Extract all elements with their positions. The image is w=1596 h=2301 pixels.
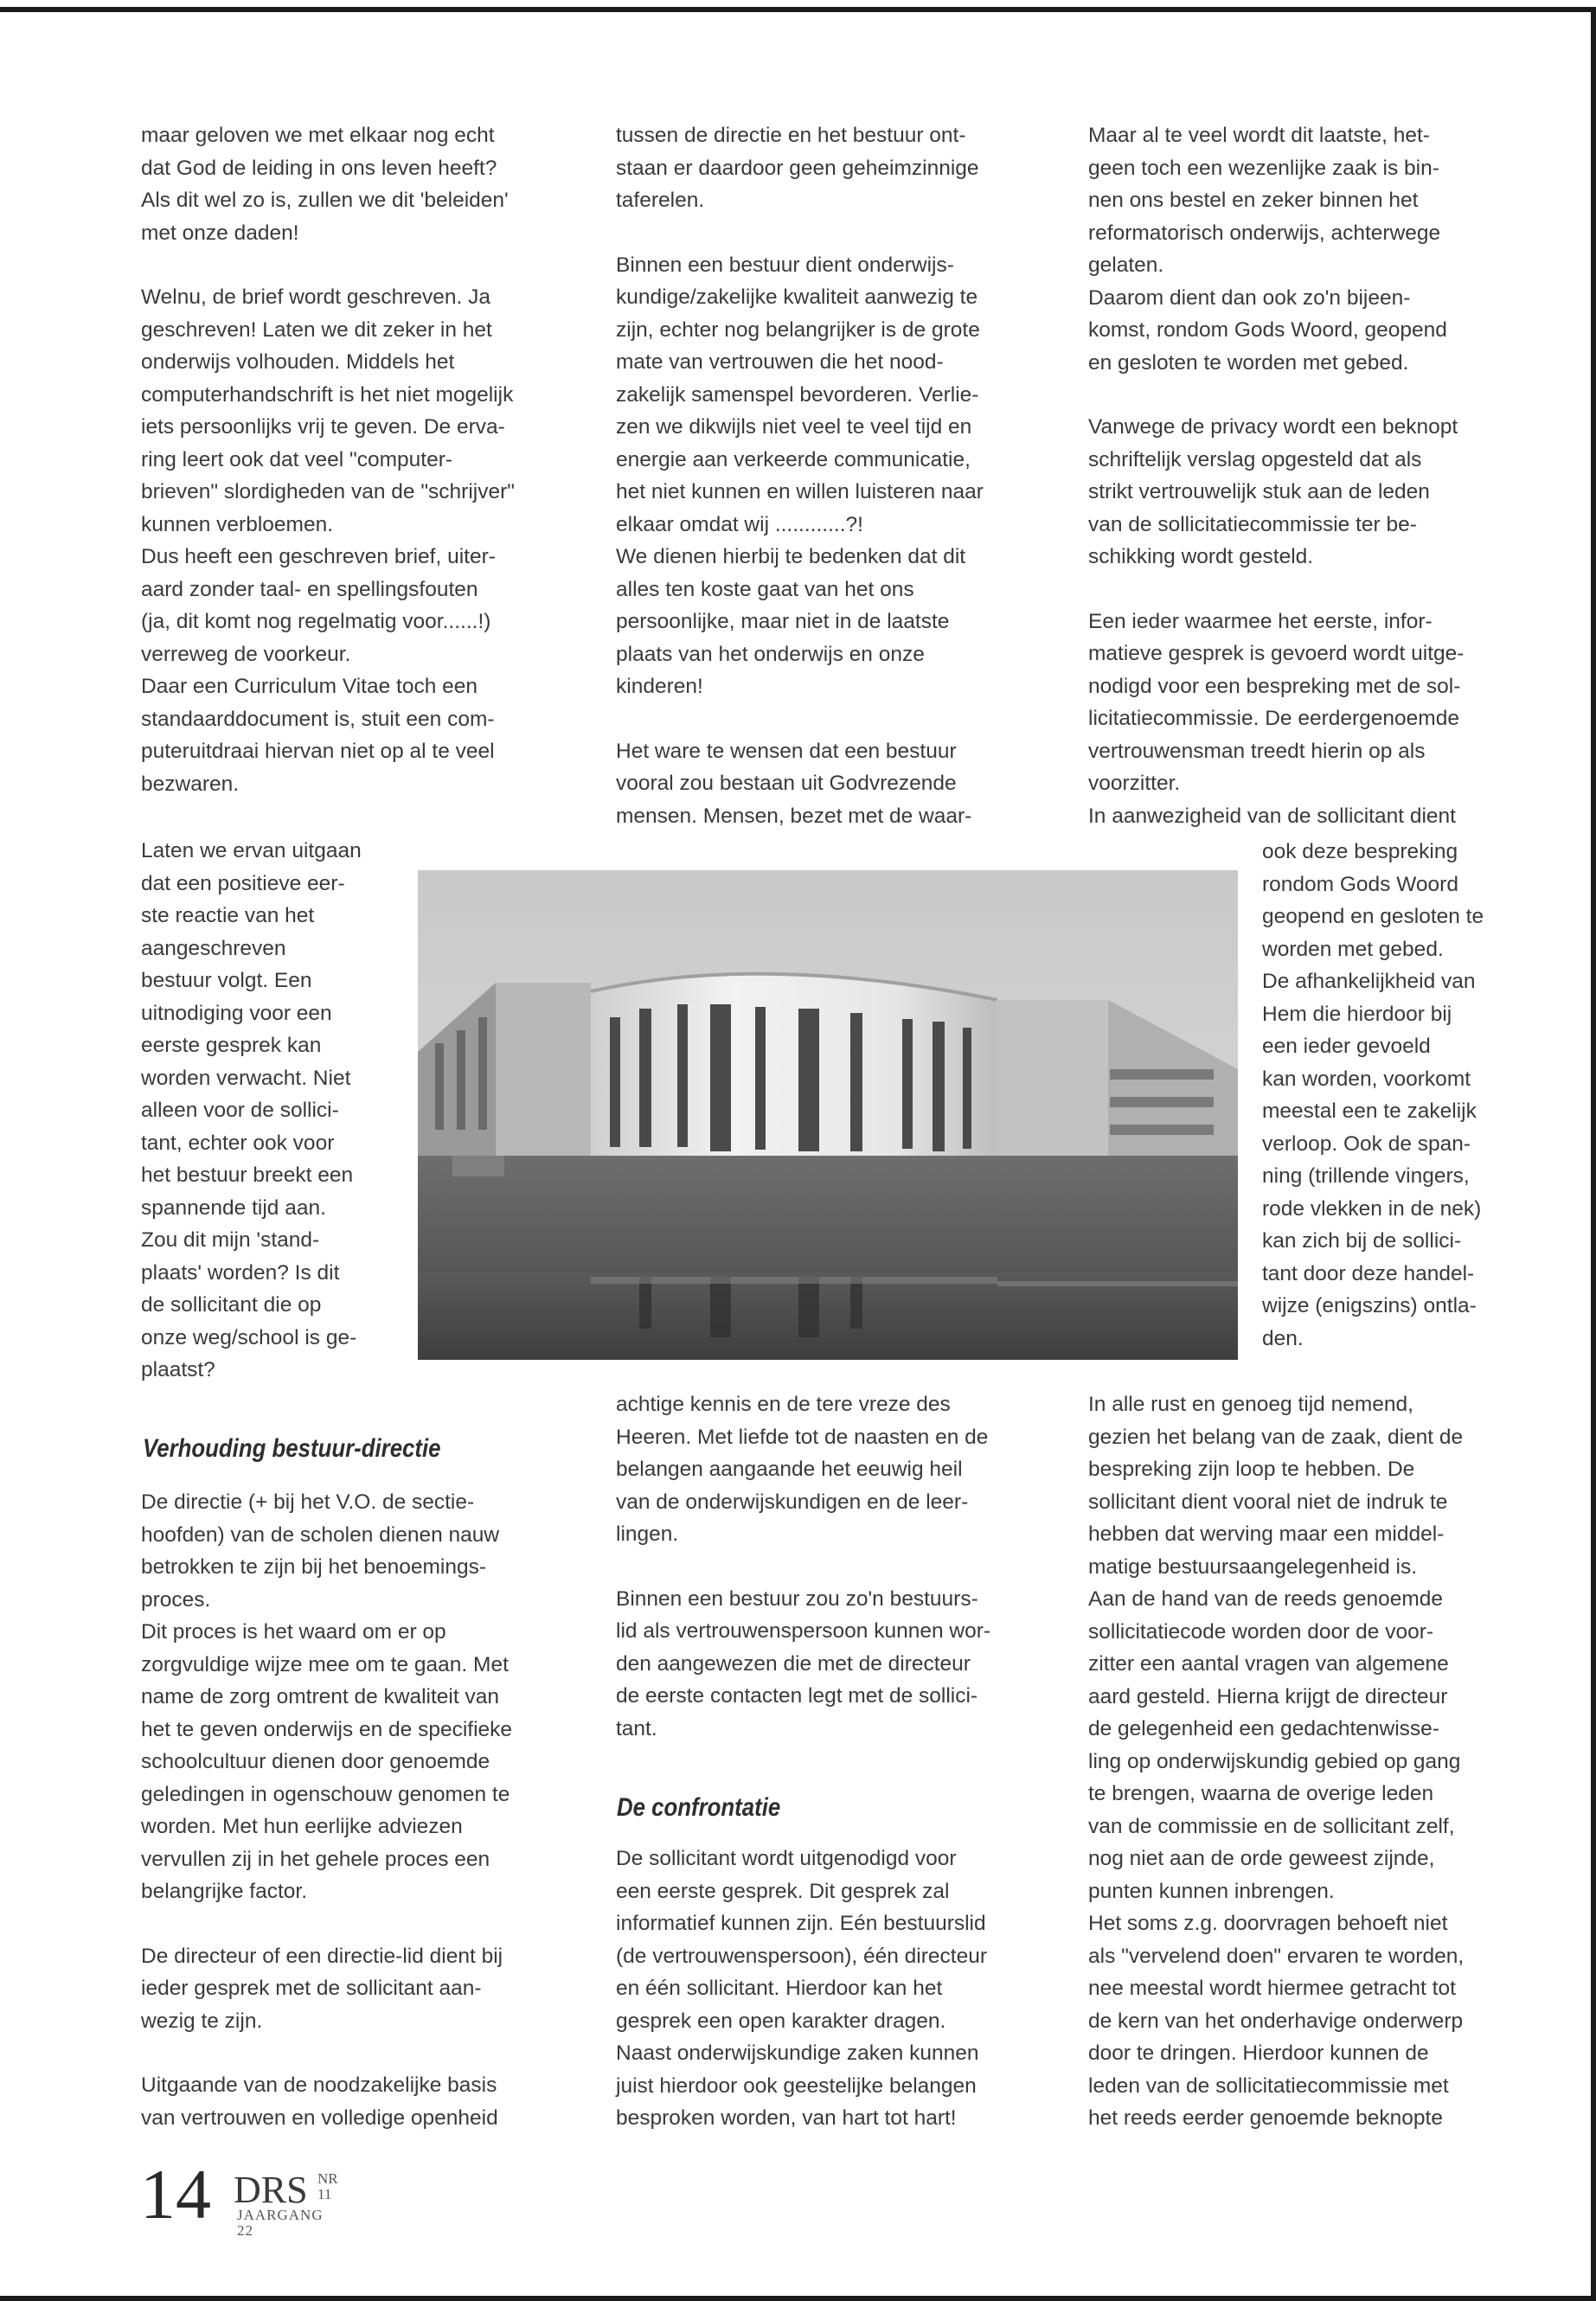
bottom-border [0,2296,1596,2301]
column-1-wrap [141,835,393,1387]
column-1-bottom [141,1486,574,2134]
col3-paragraph-1: Maar al te veel wordt dit laatste, het- geen toch een wezenlijke zaak is bin- nen ons bestel en zeker binnen het reformatorisch onderwijs, achterwege gelaten. Daarom dient dan ook zo'n bijeen- komst, rondom Gods Woord, geopend en gesloten te worden met gebed. [1088,124,1447,375]
magazine-name: DRS [234,2169,308,2211]
top-border [0,7,1596,12]
col2-paragraph-4: achtige kennis en de tere vreze des Heeren. Met liefde tot de naasten en de belangen aangaande het eeuwig heil van de onderwijskundigen en de leer- lingen. [616,1393,989,1546]
col1-paragraph-4: De directie (+ bij het V.O. de sectie- hoofden) van de scholen dienen nauw betrokken te zijn bij het benoemings- proces. Dit proces is het waard om er op zorgvuldige wijze mee om te gaan. Met name de zorg omtrent de kwaliteit van het te geven onderwijs en de specifieke schoolcultuur dienen door genoemde geledingen in ogenschouw genomen te worden. Met hun eerlijke adviezen vervullen zij in het gehele proces een belangrijke factor. [141,1490,513,1903]
volume-number: JAARGANG 22 [237,2207,324,2239]
col3-paragraph-3: Een ieder waarmee het eerste, infor- matieve gesprek is gevoerd wordt uitge- nodigd voor een bespreking met de sol- licitatiecommissie. De eerdergenoemde vertrouwensman treedt hierin op als voorzitter. In aanwezigheid van de sollicitant dient [1088,609,1465,828]
section-heading-bestuur-directie: Verhouding bestuur-directie [143,1434,441,1463]
col1-paragraph-3: Laten we ervan uitgaan dat een positieve eer- ste reactie van het aangeschreven bestuur volgt. Een uitnodiging voor een eerste gesprek kan worden verwacht. Niet alleen voor de sollici- tant, echter ook voor het bestuur breekt een spannende tijd aan. Zou dit mijn 'stand- plaats' worden? Is dit de sollicitant die op onze weg/school is ge- plaatst? [141,839,362,1381]
col1-paragraph-6: Uitgaande van de noodzakelijke basis van vertrouwen en volledige openheid [141,2073,498,2130]
col1-paragraph-2: Welnu, de brief wordt geschreven. Ja geschreven! Laten we dit zeker in het onderwijs volhouden. Middels het computerhandschrift is het niet mogelijk iets persoonlijks vrij te geven. De erva- ring leert ook dat veel "computer- brieven" slordigheden van de "schrijver" kunnen verbloemen. Dus heeft een geschreven brief, uiter- aard zonder taal- en spellingsfouten (ja, dit komt nog regelmatig voor......!) verreweg de voorkeur. Daar een Curriculum Vitae toch een standaarddocument is, stuit een com- puteruitdraai hiervan niet op al te veel bezwaren. [141,285,515,796]
col2-paragraph-2: Binnen een bestuur dient onderwijs- kundige/zakelijke kwaliteit aanwezig te zijn, echter nog belangrijker is de grote mate van vertrouwen die het nood- zakelijk samenspel bevorderen. Verlie- zen we dikwijls niet veel te veel tijd en energie aan verkeerde communicatie, het niet kunnen en willen luisteren naar elkaar omdat wij ............?! We dienen hierbij te bedenken dat dit alles ten koste gaat van het ons persoonlijke, maar niet in de laatste plaats van het onderwijs en onze kinderen! [616,253,984,698]
column-1-top [141,119,574,800]
column-2-top [616,119,1044,832]
right-border [1591,7,1596,2301]
col1-paragraph-5: De directeur of een directie-lid dient bij ieder gesprek met de sollicitant aan- wezig te zijn. [141,1944,503,2033]
col2-paragraph-5: Binnen een bestuur zou zo'n bestuurs- lid als vertrouwenspersoon kunnen wor- den aangewezen die met de directeur de eerste contacten legt met de sollici- tant. [616,1586,991,1740]
col3-paragraph-5: In alle rust en genoeg tijd nemend, gezien het belang van de zaak, dient de bespreking zijn loop te hebben. De sollicitant dient vooral niet de indruk te hebben dat werving maar een middel- matige bestuursaangelegenheid is. Aan de hand van de reeds genoemde sollicitatiecode worden door de voor- zitter een aantal vragen van algemene aard gesteld. Hierna krijgt de directeur de gelegenheid een gedachtenwisse- ling op onderwijskundig gebied op gang te brengen, waarna de overige leden van de commissie en de sollicitant zelf, nog niet aan de orde geweest zijnde, punten kunnen inbrengen. Het soms z.g. doorvragen behoeft niet als "vervelend doen" ervaren te worden, nee meestal wordt hiermee getracht tot de kern van het onderhavige onderwerp door te dringen. Hierdoor kunnen de leden van de sollicitatiecommissie met het reeds eerder genoemde beknopte [1088,1393,1465,2130]
col3-paragraph-4: ook deze bespreking rondom Gods Woord geopend en gesloten te worden met gebed. De afhankelijkheid van Hem die hierdoor bij een ieder gevoeld kan worden, voorkomt meestal een te zakelijk verloop. Ook de span- ning (trillende vingers, rode vlekken in de nek) kan zich bij de sollici- tant door deze handel- wijze (enigszins) ontla- den. [1262,840,1484,1350]
section-heading-confrontatie: De confrontatie [617,1793,781,1822]
column-3-top [1088,119,1516,832]
col1-paragraph-1: maar geloven we met elkaar nog echt dat God de leiding in ons leven heeft? Als dit wel zo is, zullen we dit 'beleiden' met onze daden! [141,124,509,245]
issue-number: NR 11 [317,2170,338,2202]
col2-paragraph-1: tussen de directie en het bestuur ont- staan er daardoor geen geheimzinnige taferelen. [616,124,979,212]
column-2-end [616,1843,1044,2135]
column-3-wrap [1262,836,1516,1355]
school-building-photo [418,870,1238,1360]
column-3-bottom [1088,1388,1516,2135]
column-2-bottom [616,1388,1044,1745]
col2-paragraph-3: Het ware te wensen dat een bestuur vooral zou bestaan uit Godvrezende mensen. Mensen, bezet met de waar- [616,739,972,828]
col3-paragraph-2: Vanwege de privacy wordt een beknopt schriftelijk verslag opgesteld dat als strikt vertrouwelijk stuk aan de leden van de sollicitatiecommissie ter be- schikking wordt gesteld. [1088,415,1458,568]
col2-paragraph-6: De sollicitant wordt uitgenodigd voor een eerste gesprek. Dit gesprek zal informatief kunnen zijn. Eén bestuurslid (de vertrouwenspersoon), één directeur en één sollicitant. Hierdoor kan het gesprek een open karakter dragen. Naast onderwijskundige zaken kunnen juist hierdoor ook geestelijke belangen besproken worden, van hart tot hart! [616,1847,987,2130]
page-number: 14 [140,2155,211,2234]
